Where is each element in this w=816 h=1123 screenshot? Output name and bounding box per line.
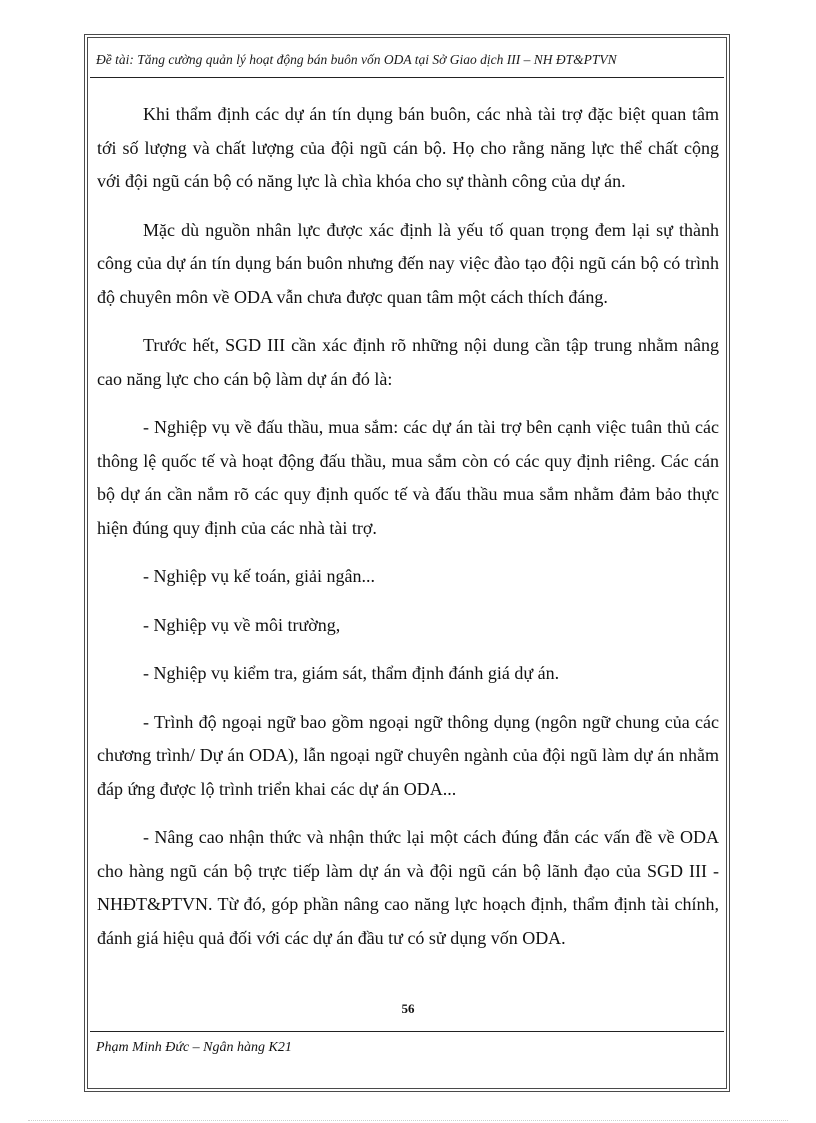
paragraph: Khi thẩm định các dự án tín dụng bán buôn, các nhà tài trợ đặc biệt quan tâm tới số lượng và chất lượng của đội ngũ cán bộ. Họ cho rằng năng lực thể chất cộng với đội ngũ cán bộ có năng lực là chìa khóa cho sự thành công của dự án.: [97, 104, 719, 191]
footer-divider: [90, 1031, 724, 1032]
paragraph: - Nghiệp vụ về môi trường,: [143, 614, 341, 635]
paragraph: Mặc dù nguồn nhân lực được xác định là yếu tố quan trọng đem lại sự thành công của dự án tín dụng bán buôn nhưng đến nay việc đào tạo đội ngũ cán bộ có trình độ chuyên môn về ODA vẫn chưa được quan tâm một cách thích đáng.: [97, 219, 719, 307]
paragraph: - Nghiệp vụ về đấu thầu, mua sắm: các dự án tài trợ bên cạnh việc tuân thủ các thông lệ quốc tế và hoạt động đấu thầu, mua sắm còn có các quy định riêng. Các cán bộ dự án cần nắm rõ các quy định quốc tế và đấu thầu mua sắm nhằm đảm bảo thực hiện đúng quy định của các nhà tài trợ.: [97, 417, 719, 538]
paragraph: - Trình độ ngoại ngữ bao gồm ngoại ngữ thông dụng (ngôn ngữ chung của các chương trình/ Dự án ODA), lẫn ngoại ngữ chuyên ngành của đội ngũ làm dự án nhằm đáp ứng được lộ trình triển khai các dự án ODA...: [97, 711, 719, 799]
body-text: [97, 98, 719, 970]
paragraph: Trước hết, SGD III cần xác định rõ những nội dung cần tập trung nhằm nâng cao năng lực cho cán bộ làm dự án đó là:: [97, 335, 719, 389]
paragraph: - Nghiệp vụ kiểm tra, giám sát, thẩm định đánh giá dự án.: [143, 663, 560, 683]
running-footer: Phạm Minh Đức – Ngân hàng K21: [96, 1040, 292, 1055]
running-header: Đề tài: Tăng cường quản lý hoạt động bán buôn vốn ODA tại Sở Giao dịch III – NH ĐT&PTVN: [96, 52, 617, 67]
page-number: 56: [401, 1001, 415, 1016]
paragraph: - Nâng cao nhận thức và nhận thức lại một cách đúng đắn các vấn đề về ODA cho hàng ngũ cán bộ trực tiếp làm dự án và đội ngũ cán bộ lãnh đạo của SGD III - NHĐT&PTVN. Từ đó, góp phần nâng cao năng lực hoạch định, thẩm định tài chính, đánh giá hiệu quả đối với các dự án đầu tư có sử dụng vốn ODA.: [97, 827, 719, 948]
page-bottom-edge: [28, 1120, 788, 1121]
paragraph: - Nghiệp vụ kế toán, giải ngân...: [143, 566, 375, 586]
header-divider: [90, 77, 724, 78]
